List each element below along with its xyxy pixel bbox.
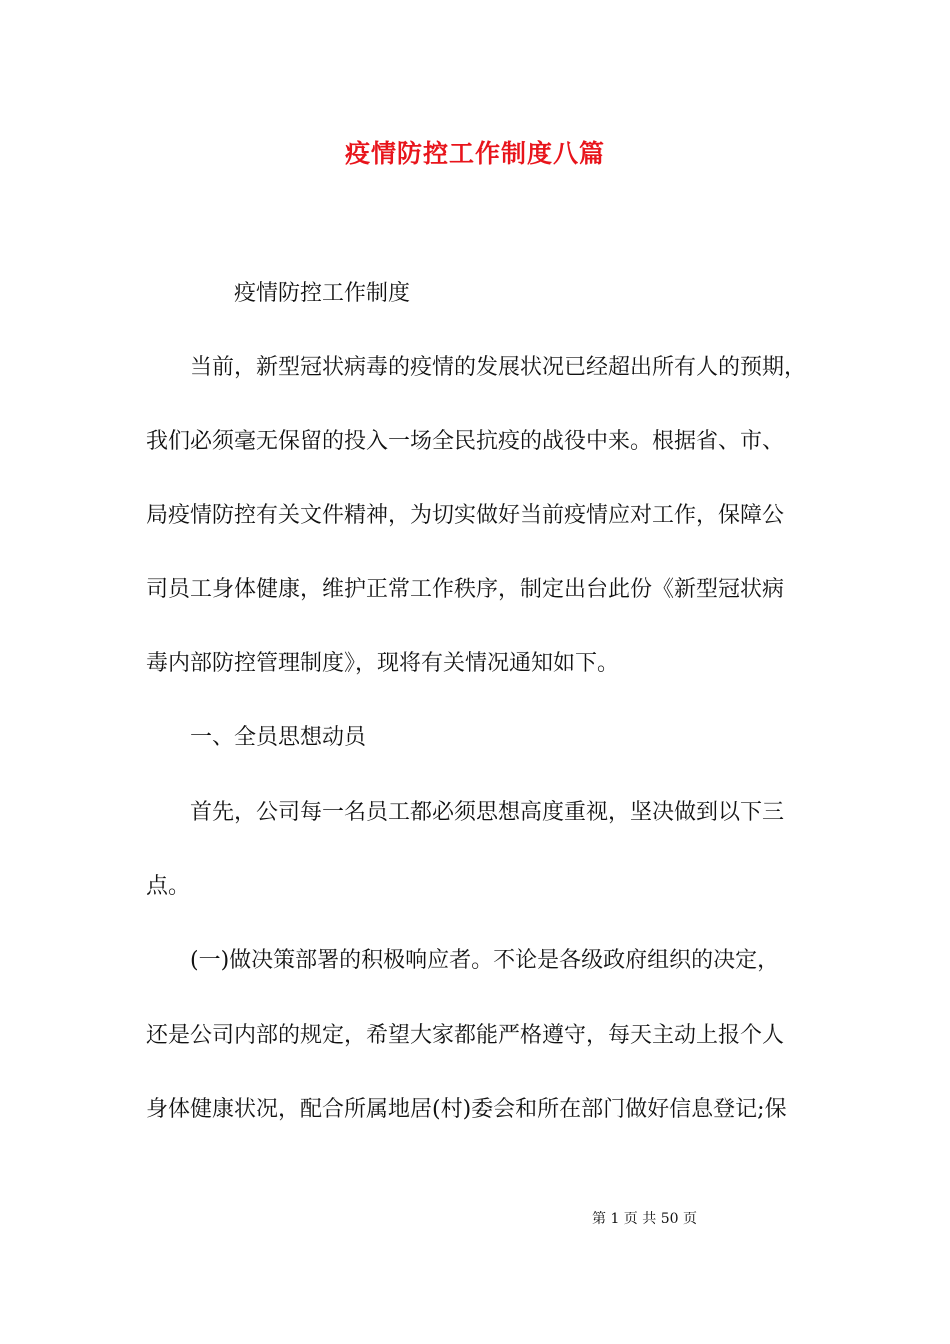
page-number-footer: 第 1 页 共 50 页 — [592, 1211, 697, 1227]
paragraph-line: 还是公司内部的规定，希望大家都能严格遵守，每天主动上报个人 — [146, 1023, 785, 1048]
paragraph-line: 首先，公司每一名员工都必须思想高度重视，坚决做到以下三 — [190, 800, 785, 825]
section-heading: 疫情防控工作制度 — [234, 281, 411, 306]
paragraph-line: 当前，新型冠状病毒的疫情的发展状况已经超出所有人的预期， — [190, 355, 807, 380]
section-heading: 一、全员思想动员 — [190, 725, 367, 750]
paragraph-line: 司员工身体健康，维护正常工作秩序，制定出台此份《新型冠状病 — [146, 577, 785, 602]
paragraph-line: 我们必须毫无保留的投入一场全民抗疫的战役中来。根据省、市、 — [146, 429, 785, 454]
paragraph-line: (一)做决策部署的积极响应者。不论是各级政府组织的决定， — [190, 948, 780, 973]
document-title: 疫情防控工作制度八篇 — [344, 139, 605, 168]
paragraph-line: 毒内部防控管理制度》，现将有关情况通知如下。 — [146, 651, 620, 676]
paragraph-line: 点。 — [146, 874, 191, 899]
paragraph-line: 身体健康状况，配合所属地居(村)委会和所在部门做好信息登记;保 — [146, 1097, 787, 1122]
paragraph-line: 局疫情防控有关文件精神，为切实做好当前疫情应对工作，保障公 — [146, 503, 785, 528]
